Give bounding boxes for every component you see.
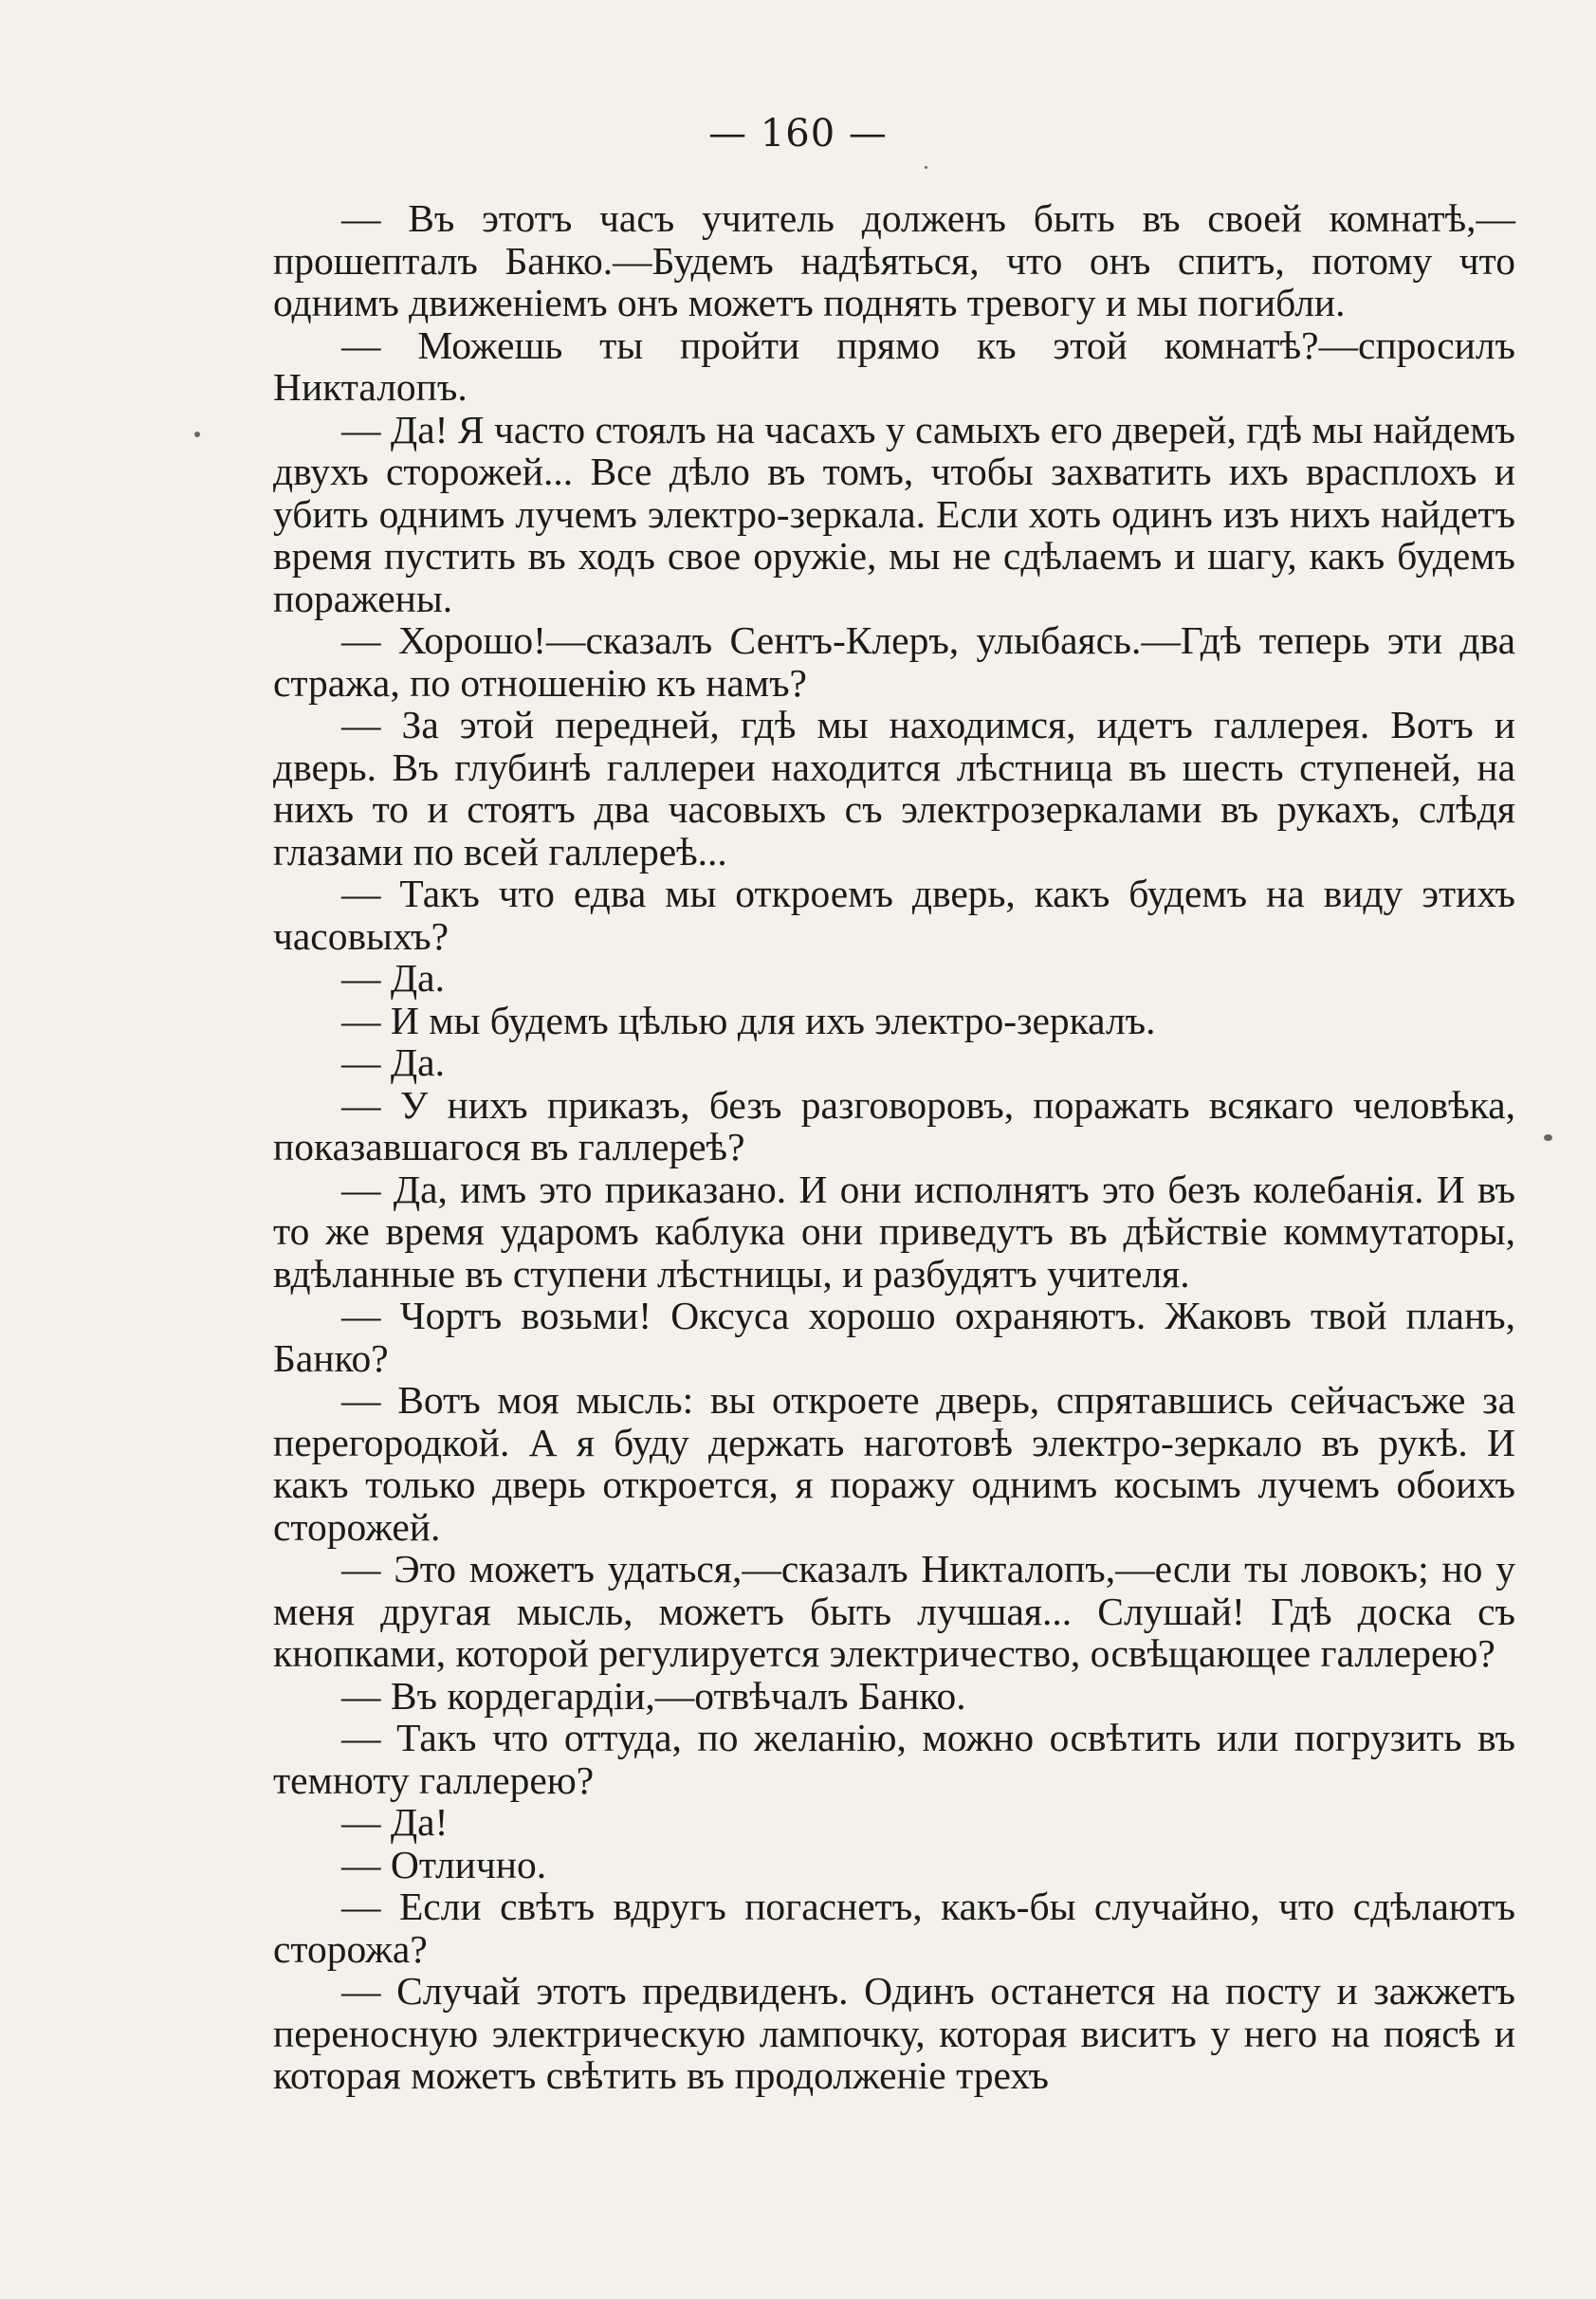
paragraph: — Да, имъ это приказано. И они исполнятъ это безъ колебанія. И въ то же время ударомъ каблука они приведутъ въ дѣйствіе коммутаторы, вдѣланные въ ступени лѣстницы, и разбудятъ учителя.	[273, 1167, 1515, 1296]
paragraph: — Такъ что едва мы откроемъ дверь, какъ будемъ на виду этихъ часовыхъ?	[273, 872, 1515, 958]
body-text	[273, 197, 1515, 2097]
paragraph: — Это можетъ удаться,—сказалъ Никталопъ,—если ты ловокъ; но у меня другая мысль, можетъ быть лучшая... Слушай! Гдѣ доска съ кнопками, которой регулируется электричество, освѣщающее галлерею?	[273, 1547, 1515, 1675]
page-number: — 160 —	[708, 112, 888, 156]
paragraph: — Такъ что оттуда, по желанію, можно освѣтить или погрузить въ темноту галлерею?	[273, 1716, 1515, 1802]
paragraph: — Въ кордегардіи,—отвѣчалъ Банко.	[341, 1673, 966, 1718]
paragraph: — Да.	[341, 1040, 445, 1084]
paragraph: — Да!	[341, 1800, 449, 1844]
paragraph: — Хорошо!—сказалъ Сентъ-Клеръ, улыбаясь.—Гдѣ теперь эти два стража, по отношенію къ намъ?	[273, 618, 1515, 705]
paragraph: — Да! Я часто стоялъ на часахъ у самыхъ его дверей, гдѣ мы найдемъ двухъ сторожей... Все дѣло въ томъ, чтобы захватить ихъ врасплохъ и убить однимъ лучемъ электро-зеркала. Если хоть одинъ изъ нихъ найдетъ время пустить въ ходъ свое оружіе, мы не сдѣлаемъ и шагу, какъ будемъ поражены.	[273, 407, 1515, 620]
paper-speck	[1544, 1134, 1552, 1141]
paragraph: — Вотъ моя мысль: вы откроете дверь, спрятавшись сейчасъже за перегородкой. А я буду держать наготовѣ электро-зеркало въ рукѣ. И какъ только дверь откроется, я поражу однимъ косымъ лучемъ обоихъ сторожей.	[273, 1378, 1515, 1549]
paragraph: — За этой передней, гдѣ мы находимся, идетъ галлерея. Вотъ и дверь. Въ глубинѣ галлереи находится лѣстница въ шесть ступеней, на нихъ то и стоятъ два часовыхъ съ электрозеркалами въ рукахъ, слѣдя глазами по всей галлереѣ...	[273, 703, 1515, 874]
paragraph: — Да.	[341, 956, 445, 1000]
paragraph: — Въ этотъ часъ учитель долженъ быть въ своей комнатѣ,— прошепталъ Банко.—Будемъ надѣяться, что онъ спитъ, потому что однимъ движеніемъ онъ можетъ поднять тревогу и мы погибли.	[273, 196, 1515, 324]
paragraph: — У нихъ приказъ, безъ разговоровъ, поражать всякаго человѣка, показавшагося въ галлереѣ?	[273, 1082, 1515, 1168]
paragraph: — И мы будемъ цѣлью для ихъ электро-зеркалъ.	[341, 998, 1156, 1042]
paragraph: — Случай этотъ предвиденъ. Одинъ останется на посту и зажжетъ переносную электрическую лампочку, которая виситъ у него на поясѣ и которая можетъ свѣтить въ продолженіе трехъ	[273, 1969, 1515, 2097]
paragraph: — Можешь ты пройти прямо къ этой комнатѣ?—спросилъ Никталопъ.	[273, 322, 1515, 409]
paper-speck	[194, 432, 200, 437]
paragraph: — Отлично.	[341, 1842, 547, 1886]
paragraph: — Чортъ возьми! Оксуса хорошо охраняютъ. Жаковъ твой планъ, Банко?	[273, 1294, 1515, 1380]
paper-speck	[925, 166, 927, 169]
paragraph: — Если свѣтъ вдругъ погаснетъ, какъ-бы случайно, что сдѣлаютъ сторожа?	[273, 1885, 1515, 1971]
